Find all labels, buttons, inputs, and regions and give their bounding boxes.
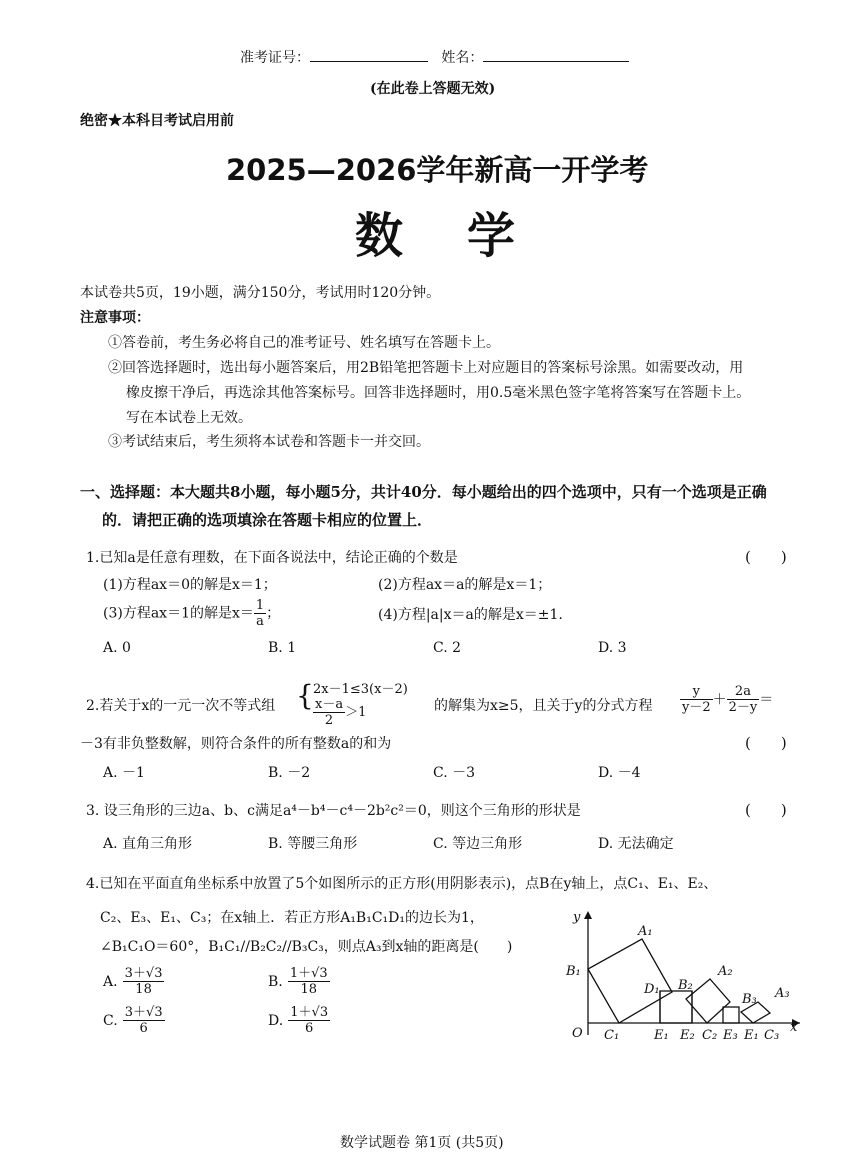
q3-option-b[interactable]: B. 等腰三角形	[268, 836, 358, 852]
label-a1: A₁	[638, 924, 653, 939]
origin-label: O	[572, 1026, 583, 1041]
label-e3: E₃	[723, 1028, 738, 1043]
q4-stem-line1: 4.已知在平面直角坐标系中放置了5个如图所示的正方形(用阴影表示)，点B在y轴上，点C₁、E₁、E₂、	[86, 876, 718, 892]
q4-option-d[interactable]	[268, 1005, 330, 1036]
q4-option-c[interactable]	[103, 1005, 165, 1036]
secret-mark: 绝密★本科目考试启用前	[80, 113, 234, 129]
label-a2: A₂	[718, 964, 733, 979]
label-c1: C₁	[604, 1028, 620, 1043]
q2-option-b[interactable]: B. －2	[268, 765, 311, 781]
q1-option-a[interactable]: A. 0	[103, 640, 131, 656]
q1-statement-1: (1)方程ax＝0的解是x＝1；	[103, 577, 277, 593]
q1-option-d[interactable]: D. 3	[598, 640, 627, 656]
q4-a-den: 18	[135, 982, 152, 997]
q1-s3-end: ；	[266, 605, 281, 622]
q2-ineq2-den: 2	[324, 713, 334, 728]
q2-plus: ＋	[712, 692, 727, 708]
exam-number-blank	[310, 47, 428, 62]
q3-stem: 3. 设三角形的三边a、b、c满足a⁴－b⁴－c⁴－2b²c²＝0，则这个三角形的形状是	[86, 803, 581, 819]
q1-answer-paren: ( )	[745, 548, 787, 566]
q4-b-fraction	[288, 966, 330, 997]
q1-s3-den: a	[256, 614, 264, 629]
q2-brace: {	[296, 679, 314, 712]
q2-f2-den: 2－y	[728, 700, 758, 715]
q4-b-num: 1＋√3	[289, 966, 328, 981]
q4-b-den: 18	[300, 982, 318, 997]
q4-option-b[interactable]	[268, 966, 330, 997]
section1-heading: 一、选择题：本大题共8小题，每小题5分，共计40分．每小题给出的四个选项中，只有一个选项是正确	[80, 483, 767, 501]
q4-c-num: 3＋√3	[124, 1005, 163, 1020]
q1-option-c[interactable]: C. 2	[433, 640, 462, 656]
q2-stem-b: 的解集为x≥5，且关于y的分式方程	[434, 698, 653, 714]
q2-ineq2-rel: ＞1	[345, 705, 367, 720]
q1-s3-text: (3)方程ax＝1的解是x＝	[103, 605, 254, 622]
invalid-notice: (在此卷上答题无效)	[370, 81, 496, 97]
q4-d-fraction	[288, 1005, 330, 1036]
q4-c-fraction	[123, 1005, 165, 1036]
q4-option-a[interactable]	[103, 966, 164, 997]
q4-squares-figure	[560, 905, 810, 1045]
q2-equals: ＝	[759, 692, 774, 708]
q4-b-label: B.	[268, 974, 283, 990]
q2-inequality-1: 2x－1≤3(x－2)	[313, 682, 408, 697]
q1-stem: 1.已知a是任意有理数，在下面各说法中，结论正确的个数是	[86, 550, 458, 566]
page-footer: 数学试题卷 第1页 (共5页)	[340, 1135, 504, 1151]
label-e2: E₂	[680, 1028, 695, 1043]
label-b2: B₂	[678, 978, 693, 993]
q3-option-d[interactable]: D. 无法确定	[598, 836, 674, 852]
label-e1: E₁	[654, 1028, 669, 1043]
q4-c-label: C.	[103, 1013, 118, 1029]
q2-ineq2-num: x－a	[315, 697, 344, 712]
exam-number-field	[240, 47, 629, 67]
q2-option-a[interactable]: A. －1	[103, 765, 145, 781]
q3-option-c[interactable]: C. 等边三角形	[433, 836, 523, 852]
q2-frac-1	[680, 684, 713, 715]
q1-s3-fraction	[254, 598, 266, 629]
y-axis-label: y	[573, 910, 581, 925]
q4-d-den: 6	[305, 1021, 314, 1036]
note-2a: ②回答选择题时，选出每小题答案后，用2B铅笔把答题卡上对应题目的答案标号涂黑。如需要改动，用	[108, 360, 744, 376]
q2-stem-line2: －3有非负整数解，则符合条件的所有整数a的和为	[80, 736, 392, 752]
name-blank	[483, 47, 629, 62]
exam-title: 2025—2026学年新高一开学考	[226, 153, 649, 187]
q2-inequality-2	[313, 697, 366, 728]
q4-stem-line2: C₂、E₃、E₁、C₃；在x轴上．若正方形A₁B₁C₁D₁的边长为1，	[100, 910, 484, 926]
exam-number-label: 准考证号：	[240, 50, 310, 66]
q2-equation	[680, 684, 773, 715]
note-3: ③考试结束后，考生须将本试卷和答题卡一并交回。	[108, 434, 430, 450]
q2-f1-num: y	[680, 684, 713, 700]
q2-frac-2	[727, 684, 760, 715]
label-e1b: E₁	[744, 1028, 759, 1043]
q1-statement-2: (2)方程ax＝a的解是x＝1；	[378, 577, 552, 593]
label-b1: B₁	[566, 964, 581, 979]
y-axis-arrow	[584, 911, 592, 919]
label-a3: A₃	[775, 986, 790, 1001]
q1-s3-num: 1	[255, 598, 265, 613]
q3-option-a[interactable]: A. 直角三角形	[103, 836, 193, 852]
q2-option-d[interactable]: D. －4	[598, 765, 641, 781]
label-b3: B₃	[742, 992, 757, 1007]
q2-f1-den: y－2	[682, 700, 711, 715]
q4-a-label: A.	[103, 974, 118, 990]
exam-summary: 本试卷共5页，19小题，满分150分，考试用时120分钟。	[80, 285, 441, 301]
q3-answer-paren: ( )	[745, 801, 787, 819]
q4-c-den: 6	[139, 1021, 148, 1036]
q2-option-c[interactable]: C. －3	[433, 765, 476, 781]
label-c3: C₃	[764, 1028, 780, 1043]
note-1: ①答卷前，考生务必将自己的准考证号、姓名填写在答题卡上。	[108, 335, 500, 351]
q4-d-num: 1＋√3	[290, 1005, 329, 1020]
q4-stem-line3: ∠B₁C₁O＝60°，B₁C₁//B₂C₂//B₃C₃，则点A₃到x轴的距离是( )	[100, 939, 513, 955]
q4-a-fraction	[123, 966, 165, 997]
q1-statement-3	[103, 598, 280, 629]
section1-heading-cont: 的．请把正确的选项填涂在答题卡相应的位置上．	[102, 511, 433, 529]
q2-answer-paren: ( )	[745, 734, 787, 752]
note-2b: 橡皮擦干净后，再选涂其他答案标号。回答非选择题时，用0.5毫米黑色签字笔将答案写在答题卡上。	[126, 385, 751, 401]
q1-statement-4: (4)方程|a|x＝a的解是x＝±1.	[378, 607, 563, 623]
q2-ineq2-fraction	[313, 697, 345, 728]
name-label: 姓名：	[441, 50, 484, 66]
square-4	[723, 1007, 739, 1023]
x-axis-label: x	[790, 1020, 798, 1035]
label-d1: D₁	[644, 982, 660, 997]
q4-a-num: 3＋√3	[124, 966, 163, 981]
notes-title: 注意事项：	[80, 310, 150, 326]
q4-d-label: D.	[268, 1013, 284, 1029]
q2-f2-num: 2a	[727, 684, 760, 700]
note-2c: 写在本试卷上无效。	[126, 410, 252, 426]
subject-title: 数 学	[355, 208, 524, 264]
label-c2: C₂	[702, 1028, 718, 1043]
q2-stem-a: 2.若关于x的一元一次不等式组	[86, 698, 276, 714]
q1-option-b[interactable]: B. 1	[268, 640, 297, 656]
